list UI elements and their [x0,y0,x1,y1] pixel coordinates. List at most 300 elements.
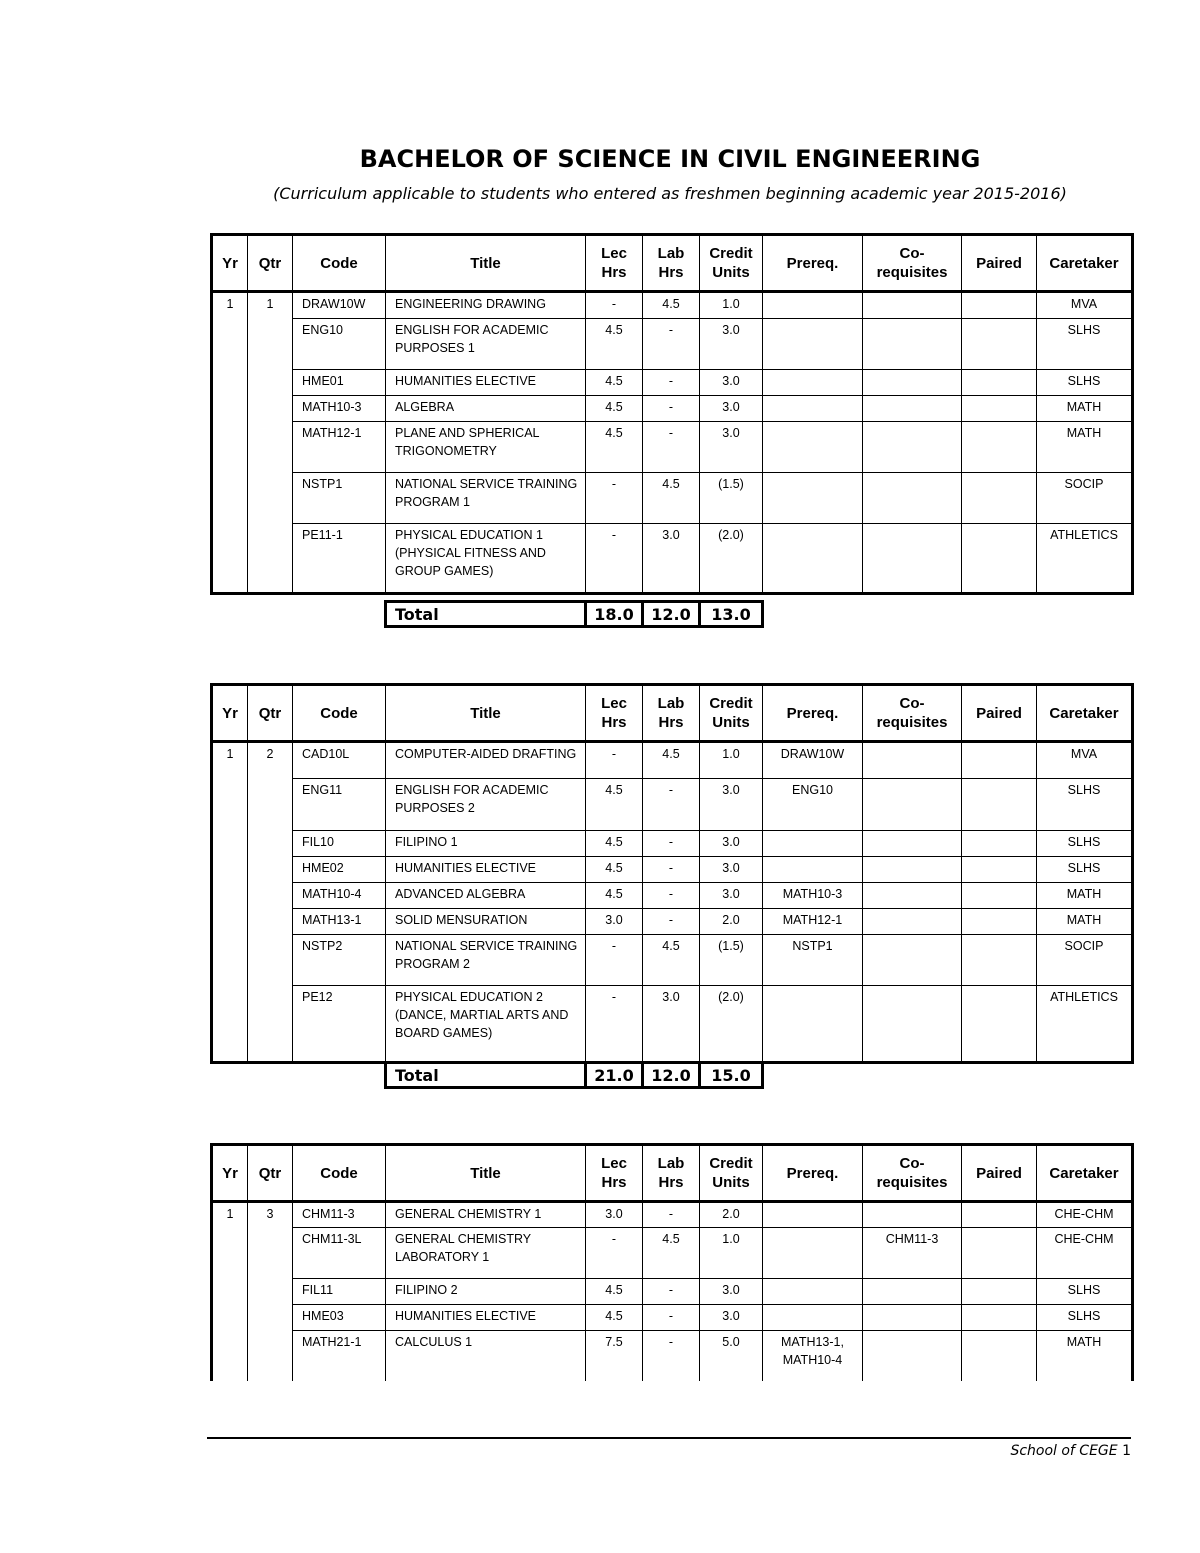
table-row [212,779,1133,831]
total-lec-hrs: 18.0 [586,602,643,627]
yr-cell [212,1305,248,1331]
header-paired [962,685,1037,742]
header-text: Co- [899,695,925,712]
yr-cell [212,986,248,1063]
lab-hrs-cell: - [643,1331,700,1381]
caretaker-cell: SLHS [1037,857,1133,883]
header-lec-hrs [586,235,643,292]
header-caretaker [1037,235,1133,292]
paired-cell [962,396,1037,422]
header-corequisites [863,235,962,292]
corequisites-cell [863,742,962,779]
total-label: Total [386,1063,586,1088]
yr-cell [212,1228,248,1279]
header-code [293,685,386,742]
paired-cell [962,319,1037,370]
header-text: Hrs [601,714,627,731]
paired-cell [962,1228,1037,1279]
paired-cell [962,1331,1037,1381]
lab-hrs-cell: - [643,1202,700,1228]
header-text: Qtr [258,704,282,722]
yr-cell [212,831,248,857]
table-row [212,831,1133,857]
caretaker-cell: MVA [1037,292,1133,319]
credit-units-cell: 3.0 [700,779,763,831]
caretaker-cell: SLHS [1037,779,1133,831]
prereq-cell: NSTP1 [763,935,863,986]
header-text: Title [470,704,501,722]
corequisites-cell [863,473,962,524]
lec-hrs-cell: 4.5 [586,422,643,473]
corequisites-cell [863,831,962,857]
course-title-cell: COMPUTER-AIDED DRAFTING [386,742,586,779]
header-text: Hrs [601,264,627,281]
course-code-cell: FIL11 [293,1279,386,1305]
course-code-cell: ENG11 [293,779,386,831]
header-text: Paired [976,254,1022,272]
lec-hrs-cell: - [586,292,643,319]
credit-units-cell: 1.0 [700,1228,763,1279]
table-row [212,986,1133,1063]
credit-units-cell: 2.0 [700,1202,763,1228]
course-code-cell: FIL10 [293,831,386,857]
course-title-cell: GENERAL CHEMISTRY LABORATORY 1 [386,1228,586,1279]
header-corequisites [863,1145,962,1202]
corequisites-cell [863,319,962,370]
table-row [212,883,1133,909]
course-code-cell: PE12 [293,986,386,1063]
lec-hrs-cell: 4.5 [586,857,643,883]
qtr-cell [248,831,293,857]
header-text: Lec [601,245,627,262]
corequisites-cell [863,422,962,473]
prereq-cell: MATH10-3 [763,883,863,909]
caretaker-cell: ATHLETICS [1037,524,1133,594]
header-text: Yr [222,704,238,722]
header-text: Caretaker [1049,1164,1119,1182]
corequisites-cell [863,524,962,594]
lec-hrs-cell: - [586,742,643,779]
qtr-cell [248,524,293,594]
caretaker-cell: SLHS [1037,319,1133,370]
paired-cell [962,857,1037,883]
caretaker-cell: SLHS [1037,370,1133,396]
lab-hrs-cell: - [643,857,700,883]
course-title-cell: ENGINEERING DRAWING [386,292,586,319]
course-title-cell: ENGLISH FOR ACADEMIC PURPOSES 1 [386,319,586,370]
course-title-cell: ALGEBRA [386,396,586,422]
header-lab-hrs [643,1145,700,1202]
lec-hrs-cell: 4.5 [586,779,643,831]
header-text: Units [712,264,750,281]
course-code-cell: MATH13-1 [293,909,386,935]
corequisites-cell: CHM11-3 [863,1228,962,1279]
header-title [386,1145,586,1202]
paired-cell [962,1305,1037,1331]
footer-divider [207,1437,1131,1439]
yr-cell: 1 [212,1202,248,1228]
header-credit-units [700,235,763,292]
prereq-cell [763,370,863,396]
course-code-cell: NSTP2 [293,935,386,986]
caretaker-cell: SLHS [1037,1279,1133,1305]
header-yr [212,685,248,742]
credit-units-cell: 3.0 [700,370,763,396]
document-subtitle: (Curriculum applicable to students who entered as freshmen beginning academic year 2015-2016) [273,184,1067,203]
course-title-cell: NATIONAL SERVICE TRAINING PROGRAM 1 [386,473,586,524]
header-text: requisites [876,1174,948,1191]
yr-cell [212,883,248,909]
corequisites-cell [863,857,962,883]
lec-hrs-cell: 4.5 [586,396,643,422]
table-row [212,524,1133,594]
caretaker-cell: CHE-CHM [1037,1228,1133,1279]
table-row [212,319,1133,370]
header-yr [212,1145,248,1202]
table-row [212,292,1133,319]
lec-hrs-cell: 4.5 [586,1279,643,1305]
qtr-cell [248,779,293,831]
yr-cell [212,370,248,396]
header-prereq [763,685,863,742]
header-text: Prereq. [786,1164,839,1182]
header-text: Lec [601,1155,627,1172]
lab-hrs-cell: - [643,422,700,473]
corequisites-cell [863,1331,962,1381]
paired-cell [962,473,1037,524]
header-title [386,235,586,292]
paired-cell [962,935,1037,986]
lab-hrs-cell: - [643,319,700,370]
paired-cell [962,742,1037,779]
footer-school: School of CEGE [1010,1443,1118,1459]
header-text: Co- [899,1155,925,1172]
caretaker-cell: CHE-CHM [1037,1202,1133,1228]
yr-cell [212,935,248,986]
course-code-cell: ENG10 [293,319,386,370]
curriculum-table [210,1143,1134,1381]
caretaker-cell: SOCIP [1037,473,1133,524]
course-code-cell: NSTP1 [293,473,386,524]
totals-table [384,1061,764,1089]
totals-row [386,1063,763,1088]
page-number: 1 [1122,1443,1131,1459]
yr-cell [212,857,248,883]
table-row [212,935,1133,986]
corequisites-cell [863,909,962,935]
course-title-cell: FILIPINO 1 [386,831,586,857]
header-text: Title [470,1164,501,1182]
prereq-cell [763,986,863,1063]
prereq-cell [763,1228,863,1279]
header-text: Lec [601,695,627,712]
qtr-cell [248,422,293,473]
header-credit-units [700,1145,763,1202]
course-code-cell: CAD10L [293,742,386,779]
header-text: Credit [709,1155,753,1172]
qtr-cell: 3 [248,1202,293,1228]
prereq-cell [763,319,863,370]
caretaker-cell: MVA [1037,742,1133,779]
caretaker-cell: SLHS [1037,1305,1133,1331]
table-row [212,422,1133,473]
corequisites-cell [863,396,962,422]
prereq-cell [763,396,863,422]
lab-hrs-cell: - [643,1279,700,1305]
corequisites-cell [863,292,962,319]
header-text: Code [320,254,358,272]
corequisites-cell [863,1305,962,1331]
header-title [386,685,586,742]
lab-hrs-cell: - [643,396,700,422]
header-qtr [248,1145,293,1202]
header-text: Lab [657,245,685,262]
lab-hrs-cell: 4.5 [643,742,700,779]
lec-hrs-cell: - [586,1228,643,1279]
curriculum-table [210,233,1134,595]
qtr-cell [248,396,293,422]
yr-cell [212,1331,248,1381]
header-code [293,235,386,292]
lec-hrs-cell: 7.5 [586,1331,643,1381]
credit-units-cell: 1.0 [700,742,763,779]
course-code-cell: MATH21-1 [293,1331,386,1381]
table-row [212,1279,1133,1305]
header-text: Code [320,704,358,722]
corequisites-cell [863,1202,962,1228]
qtr-cell [248,1331,293,1381]
yr-cell [212,909,248,935]
table-row [212,857,1133,883]
prereq-cell [763,524,863,594]
qtr-cell [248,883,293,909]
lec-hrs-cell: - [586,473,643,524]
course-code-cell: MATH10-3 [293,396,386,422]
prereq-cell: MATH13-1, MATH10-4 [763,1331,863,1381]
credit-units-cell: (2.0) [700,524,763,594]
course-title-cell: NATIONAL SERVICE TRAINING PROGRAM 2 [386,935,586,986]
header-text: Hrs [601,1174,627,1191]
credit-units-cell: (2.0) [700,986,763,1063]
corequisites-cell [863,935,962,986]
lec-hrs-cell: 4.5 [586,370,643,396]
qtr-cell [248,857,293,883]
lec-hrs-cell: 3.0 [586,909,643,935]
prereq-cell: DRAW10W [763,742,863,779]
qtr-cell [248,319,293,370]
course-code-cell: DRAW10W [293,292,386,319]
credit-units-cell: 3.0 [700,831,763,857]
qtr-cell [248,1228,293,1279]
header-text: Code [320,1164,358,1182]
header-text: Lab [657,1155,685,1172]
header-lab-hrs [643,685,700,742]
qtr-cell [248,1305,293,1331]
prereq-cell [763,1202,863,1228]
paired-cell [962,831,1037,857]
paired-cell [962,883,1037,909]
credit-units-cell: 1.0 [700,292,763,319]
header-code [293,1145,386,1202]
header-text: Prereq. [786,254,839,272]
lec-hrs-cell: 4.5 [586,831,643,857]
header-qtr [248,235,293,292]
course-code-cell: CHM11-3L [293,1228,386,1279]
course-title-cell: ADVANCED ALGEBRA [386,883,586,909]
header-prereq [763,235,863,292]
header-text: Caretaker [1049,704,1119,722]
table-row [212,473,1133,524]
caretaker-cell: SLHS [1037,831,1133,857]
yr-cell [212,473,248,524]
header-lec-hrs [586,1145,643,1202]
qtr-cell [248,986,293,1063]
qtr-cell: 2 [248,742,293,779]
totals-row [386,602,763,627]
yr-cell [212,779,248,831]
credit-units-cell: 3.0 [700,1279,763,1305]
paired-cell [962,422,1037,473]
header-text: Caretaker [1049,254,1119,272]
table-row [212,1331,1133,1381]
header-text: Paired [976,1164,1022,1182]
lab-hrs-cell: - [643,909,700,935]
paired-cell [962,986,1037,1063]
course-title-cell: HUMANITIES ELECTIVE [386,857,586,883]
header-text: Hrs [658,264,684,281]
course-title-cell: HUMANITIES ELECTIVE [386,370,586,396]
lab-hrs-cell: - [643,1305,700,1331]
course-code-cell: CHM11-3 [293,1202,386,1228]
caretaker-cell: MATH [1037,396,1133,422]
course-title-cell: FILIPINO 2 [386,1279,586,1305]
paired-cell [962,370,1037,396]
paired-cell [962,524,1037,594]
credit-units-cell: 3.0 [700,1305,763,1331]
caretaker-cell: SOCIP [1037,935,1133,986]
paired-cell [962,292,1037,319]
yr-cell [212,524,248,594]
credit-units-cell: (1.5) [700,473,763,524]
lab-hrs-cell: - [643,831,700,857]
paired-cell [962,909,1037,935]
curriculum-table [210,683,1134,1064]
header-text: Hrs [658,714,684,731]
caretaker-cell: MATH [1037,422,1133,473]
total-label: Total [386,602,586,627]
table-row [212,742,1133,779]
course-title-cell: HUMANITIES ELECTIVE [386,1305,586,1331]
credit-units-cell: 5.0 [700,1331,763,1381]
paired-cell [962,1279,1037,1305]
corequisites-cell [863,370,962,396]
lec-hrs-cell: 4.5 [586,319,643,370]
course-code-cell: MATH12-1 [293,422,386,473]
paired-cell [962,1202,1037,1228]
total-lec-hrs: 21.0 [586,1063,643,1088]
header-corequisites [863,685,962,742]
credit-units-cell: 3.0 [700,857,763,883]
table-row [212,1305,1133,1331]
header-lab-hrs [643,235,700,292]
corequisites-cell [863,883,962,909]
course-code-cell: HME01 [293,370,386,396]
course-title-cell: PHYSICAL EDUCATION 2 (DANCE, MARTIAL ARTS AND BOARD GAMES) [386,986,586,1063]
header-paired [962,1145,1037,1202]
course-title-cell: ENGLISH FOR ACADEMIC PURPOSES 2 [386,779,586,831]
yr-cell: 1 [212,742,248,779]
yr-cell: 1 [212,292,248,319]
header-text: Yr [222,1164,238,1182]
corequisites-cell [863,986,962,1063]
table-row [212,1228,1133,1279]
lab-hrs-cell: - [643,779,700,831]
yr-cell [212,319,248,370]
lab-hrs-cell: 4.5 [643,935,700,986]
total-credit-units: 15.0 [700,1063,763,1088]
header-text: Units [712,1174,750,1191]
course-title-cell: GENERAL CHEMISTRY 1 [386,1202,586,1228]
header-prereq [763,1145,863,1202]
totals-table [384,600,764,628]
credit-units-cell: (1.5) [700,935,763,986]
course-title-cell: CALCULUS 1 [386,1331,586,1381]
lab-hrs-cell: - [643,883,700,909]
qtr-cell [248,473,293,524]
credit-units-cell: 3.0 [700,422,763,473]
prereq-cell [763,1279,863,1305]
prereq-cell: MATH12-1 [763,909,863,935]
credit-units-cell: 3.0 [700,319,763,370]
header-credit-units [700,685,763,742]
course-title-cell: PLANE AND SPHERICAL TRIGONOMETRY [386,422,586,473]
prereq-cell [763,292,863,319]
prereq-cell [763,473,863,524]
corequisites-cell [863,779,962,831]
header-text: Hrs [658,1174,684,1191]
total-credit-units: 13.0 [700,602,763,627]
prereq-cell: ENG10 [763,779,863,831]
header-text: requisites [876,714,948,731]
total-lab-hrs: 12.0 [643,1063,700,1088]
course-title-cell: SOLID MENSURATION [386,909,586,935]
header-text: Qtr [258,254,282,272]
header-text: Units [712,714,750,731]
header-text: Prereq. [786,704,839,722]
caretaker-cell: MATH [1037,909,1133,935]
header-text: Co- [899,245,925,262]
qtr-cell [248,1279,293,1305]
yr-cell [212,422,248,473]
header-qtr [248,685,293,742]
header-text: Title [470,254,501,272]
header-paired [962,235,1037,292]
lab-hrs-cell: - [643,370,700,396]
header-text: Paired [976,704,1022,722]
prereq-cell [763,857,863,883]
qtr-cell: 1 [248,292,293,319]
caretaker-cell: MATH [1037,883,1133,909]
caretaker-cell: ATHLETICS [1037,986,1133,1063]
qtr-cell [248,935,293,986]
credit-units-cell: 2.0 [700,909,763,935]
credit-units-cell: 3.0 [700,396,763,422]
course-code-cell: MATH10-4 [293,883,386,909]
table-row [212,1202,1133,1228]
paired-cell [962,779,1037,831]
yr-cell [212,1279,248,1305]
header-yr [212,235,248,292]
